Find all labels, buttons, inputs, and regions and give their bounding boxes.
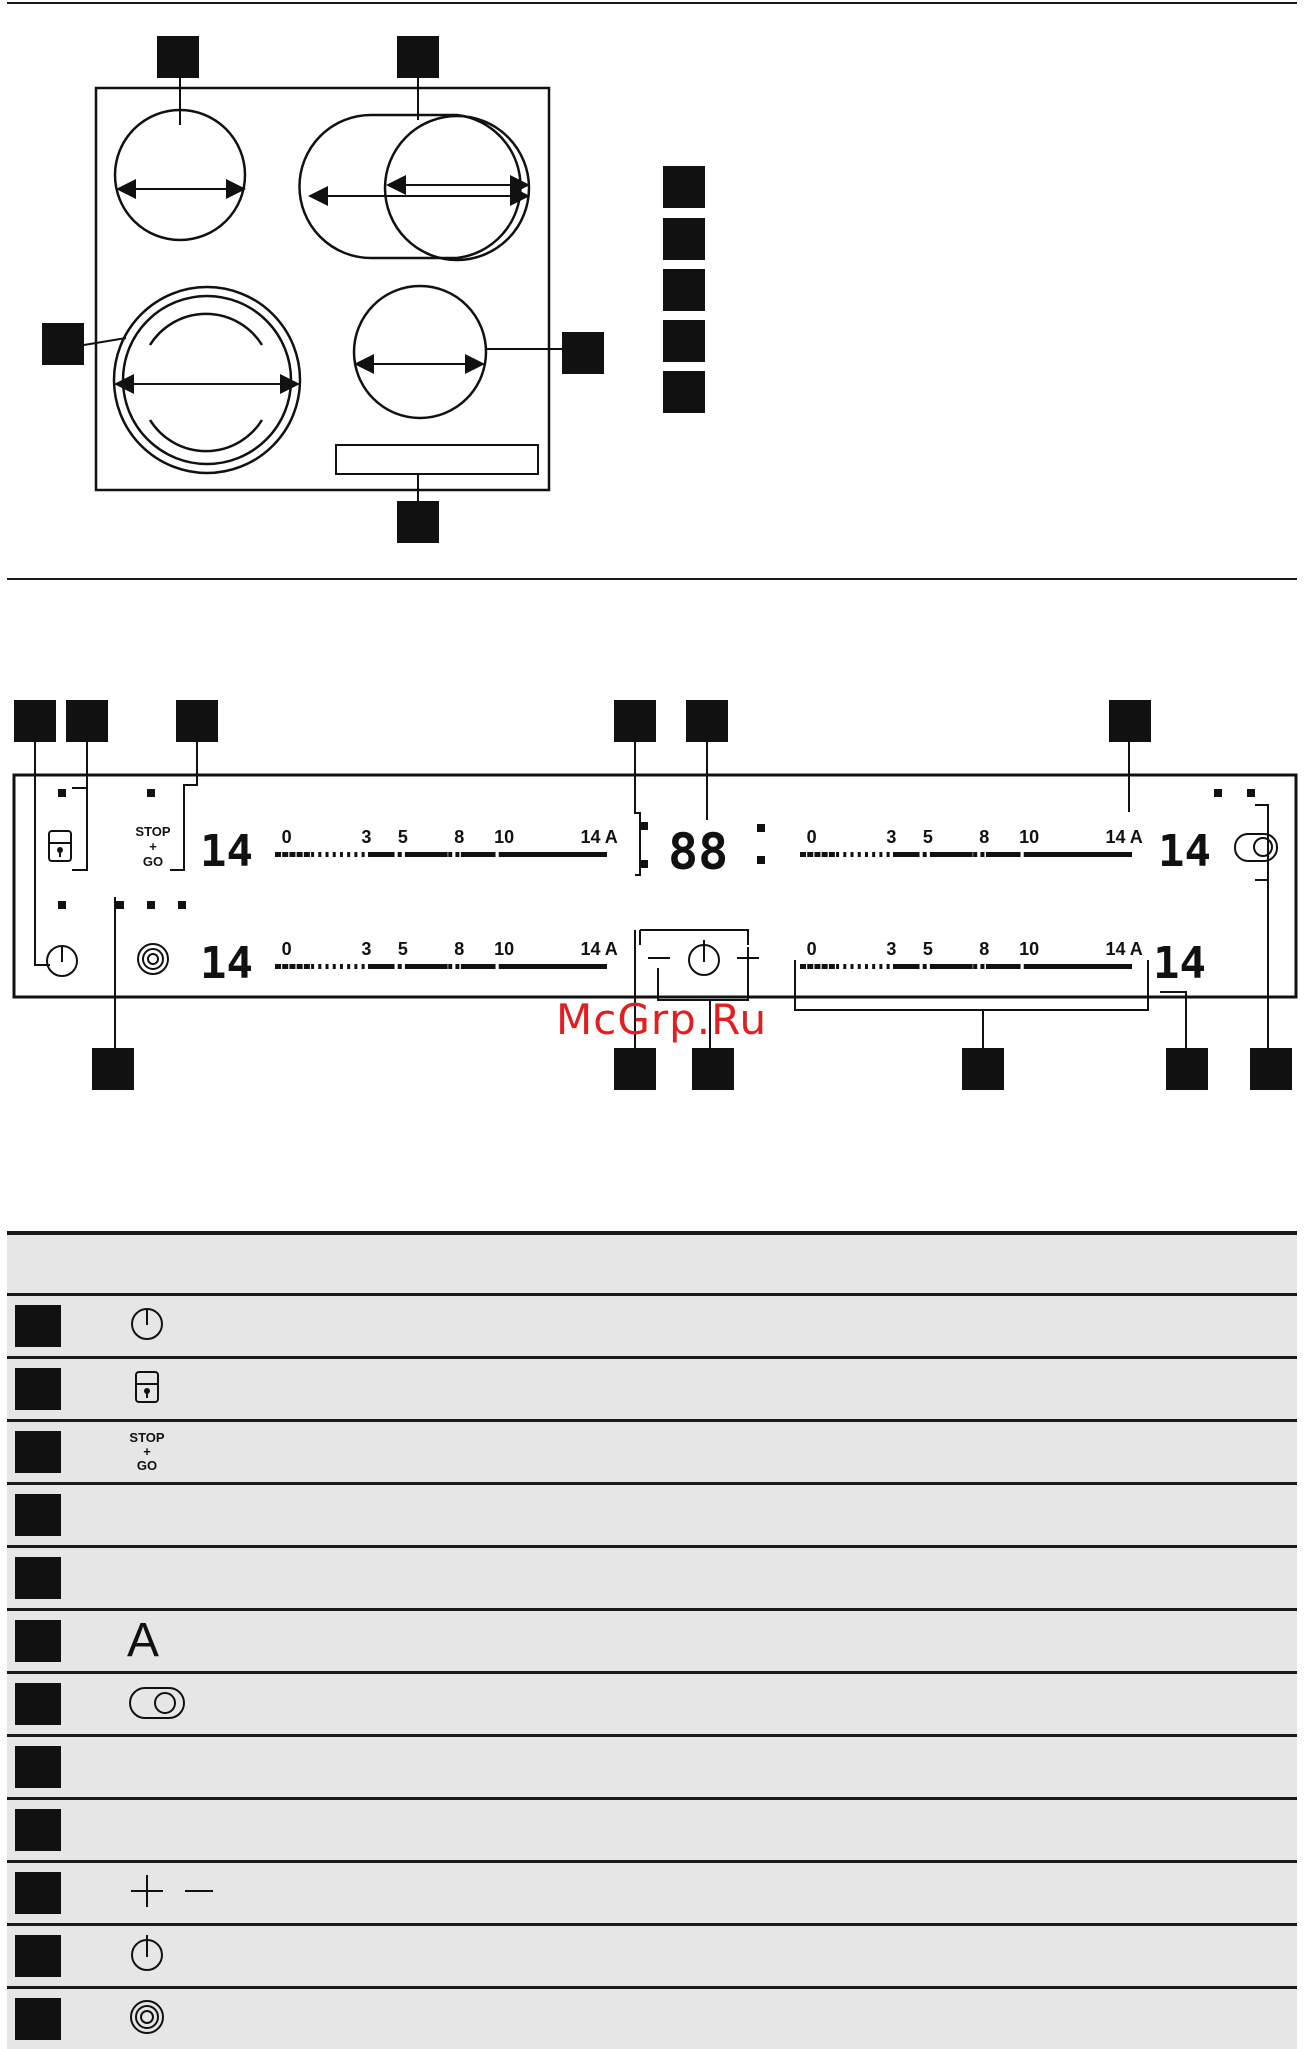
callout-stop-go bbox=[176, 700, 218, 742]
scale-tick bbox=[448, 852, 452, 857]
legend-description bbox=[247, 1673, 1297, 1736]
legend-row-number bbox=[7, 1295, 127, 1358]
scale-label: 14 A bbox=[580, 827, 617, 847]
control-strip bbox=[336, 445, 538, 474]
callout-control-strip bbox=[397, 501, 439, 543]
svg-text:GO: GO bbox=[143, 854, 163, 869]
legend-symbol bbox=[127, 1799, 247, 1862]
scale-segment bbox=[1026, 852, 1132, 857]
legend-description bbox=[247, 1799, 1297, 1862]
scale-tick bbox=[973, 852, 977, 857]
scale-label: 5 bbox=[398, 827, 408, 847]
scale-tick bbox=[879, 964, 882, 969]
scale-tick bbox=[282, 852, 288, 857]
scale-tick bbox=[333, 964, 336, 969]
scale-tick bbox=[347, 964, 350, 969]
power-readout: 14 bbox=[200, 938, 253, 989]
scale-label: 10 bbox=[494, 827, 514, 847]
legend-key-1 bbox=[663, 166, 705, 208]
scale-label: 14 A bbox=[1105, 939, 1142, 959]
child-lock-icon bbox=[49, 831, 71, 861]
scale-tick bbox=[829, 964, 835, 969]
scale-tick bbox=[347, 852, 350, 857]
scale-tick bbox=[289, 852, 295, 857]
scale-tick bbox=[275, 852, 281, 857]
scale-tick bbox=[879, 852, 882, 857]
scale-tick bbox=[340, 852, 343, 857]
auto-letter: A bbox=[127, 1610, 247, 1673]
timer-icon bbox=[127, 1925, 247, 1988]
scale-label: 3 bbox=[361, 827, 371, 847]
scale-label: 14 A bbox=[580, 939, 617, 959]
zone-bridge bbox=[299, 115, 520, 258]
svg-text:+: + bbox=[149, 839, 157, 854]
scale-tick bbox=[858, 964, 861, 969]
legend-row bbox=[7, 1295, 1297, 1358]
legend-header bbox=[7, 1233, 1297, 1295]
callout-timer-plus-minus bbox=[614, 1048, 656, 1090]
legend-row bbox=[7, 1421, 1297, 1484]
legend-key-4 bbox=[663, 320, 705, 362]
scale-label: 3 bbox=[886, 827, 896, 847]
scale-segment bbox=[986, 852, 1019, 857]
legend-row-number bbox=[7, 1547, 127, 1610]
scale-tick bbox=[800, 852, 806, 857]
legend-row-number bbox=[7, 1988, 127, 2049]
scale-tick bbox=[872, 964, 875, 969]
legend-row-number bbox=[7, 1610, 127, 1673]
legend-description bbox=[247, 1547, 1297, 1610]
scale-tick bbox=[354, 852, 357, 857]
scale-segment bbox=[933, 852, 973, 857]
scale-segment bbox=[893, 852, 920, 857]
callout-timer-indicator bbox=[614, 700, 656, 742]
scale-tick bbox=[887, 964, 890, 969]
legend-row-number bbox=[7, 1358, 127, 1421]
scale-tick bbox=[865, 852, 868, 857]
scale-tick bbox=[455, 964, 459, 969]
scale-tick bbox=[297, 964, 303, 969]
scale-tick bbox=[851, 852, 854, 857]
scale-tick bbox=[354, 964, 357, 969]
legend-symbol bbox=[127, 1547, 247, 1610]
legend-row bbox=[7, 1547, 1297, 1610]
scale-label: 8 bbox=[979, 939, 989, 959]
scale-tick bbox=[340, 964, 343, 969]
legend-description bbox=[247, 1925, 1297, 1988]
legend-row bbox=[7, 1610, 1297, 1673]
scale-tick bbox=[807, 964, 813, 969]
callout-zone-rear-right bbox=[562, 332, 604, 374]
scale-tick bbox=[362, 852, 365, 857]
scale-tick bbox=[980, 964, 984, 969]
scale-tick bbox=[822, 964, 828, 969]
callout-zone-front-left bbox=[157, 36, 199, 78]
callout-auto-scale bbox=[1109, 700, 1151, 742]
legend-description bbox=[247, 1358, 1297, 1421]
legend-row bbox=[7, 1988, 1297, 2049]
legend-row bbox=[7, 1799, 1297, 1862]
callout-child-lock bbox=[66, 700, 108, 742]
zone-rear-right bbox=[354, 286, 486, 418]
legend-description bbox=[247, 1421, 1297, 1484]
scale-tick bbox=[362, 964, 365, 969]
scale-segment bbox=[408, 852, 448, 857]
callout-slider bbox=[962, 1048, 1004, 1090]
callout-zone-dual bbox=[42, 323, 84, 365]
scale-segment bbox=[1026, 964, 1132, 969]
hob-diagram bbox=[0, 20, 1304, 580]
scale-segment bbox=[368, 852, 395, 857]
legend-description bbox=[247, 1736, 1297, 1799]
scale-tick bbox=[333, 852, 336, 857]
extended-zone-icon bbox=[127, 1988, 247, 2049]
legend-row-number bbox=[7, 1862, 127, 1925]
scale-tick bbox=[980, 852, 984, 857]
power-readout: 14 bbox=[200, 826, 253, 877]
scale-tick bbox=[843, 964, 846, 969]
legend-description bbox=[247, 1610, 1297, 1673]
scale-tick bbox=[829, 852, 835, 857]
callout-zone-toggle bbox=[1250, 1048, 1292, 1090]
scale-tick bbox=[858, 852, 861, 857]
scale-tick bbox=[822, 852, 828, 857]
scale-tick bbox=[814, 852, 820, 857]
scale-tick bbox=[923, 964, 927, 969]
scale-tick bbox=[843, 852, 846, 857]
power-readout: 14 bbox=[1158, 826, 1211, 877]
legend-row-number bbox=[7, 1421, 127, 1484]
scale-tick bbox=[318, 852, 321, 857]
legend-row-number bbox=[7, 1673, 127, 1736]
scale-label: 0 bbox=[282, 939, 292, 959]
scale-tick bbox=[398, 964, 402, 969]
scale-tick bbox=[326, 852, 329, 857]
scale-tick bbox=[973, 964, 977, 969]
scale-label: 8 bbox=[454, 827, 464, 847]
legend-table bbox=[7, 1231, 1297, 2049]
scale-tick bbox=[311, 964, 314, 969]
scale-segment bbox=[461, 964, 494, 969]
scale-tick bbox=[851, 964, 854, 969]
stop-go-label: STOP + GO bbox=[127, 1421, 247, 1484]
scale-tick bbox=[836, 852, 839, 857]
scale-label: 8 bbox=[454, 939, 464, 959]
legend-key-5 bbox=[663, 371, 705, 413]
scale-segment bbox=[461, 852, 494, 857]
scale-tick bbox=[865, 964, 868, 969]
callout-timer-display bbox=[686, 700, 728, 742]
hob-outline bbox=[96, 88, 549, 490]
legend-row-number bbox=[7, 1484, 127, 1547]
legend-row bbox=[7, 1358, 1297, 1421]
scale-segment bbox=[368, 964, 395, 969]
scale-label: 10 bbox=[1019, 939, 1039, 959]
scale-tick bbox=[304, 964, 310, 969]
scale-label: 3 bbox=[886, 939, 896, 959]
legend-symbol bbox=[127, 1484, 247, 1547]
legend-description bbox=[247, 1988, 1297, 2049]
scale-label: 5 bbox=[923, 827, 933, 847]
scale-tick bbox=[398, 852, 402, 857]
scale-tick bbox=[297, 852, 303, 857]
power-readout: 14 bbox=[1153, 938, 1206, 989]
scale-tick bbox=[448, 964, 452, 969]
legend-row bbox=[7, 1673, 1297, 1736]
scale-tick bbox=[807, 852, 813, 857]
scale-label: 0 bbox=[282, 827, 292, 847]
callout-power-display bbox=[1166, 1048, 1208, 1090]
scale-tick bbox=[923, 852, 927, 857]
scale-label: 14 A bbox=[1105, 827, 1142, 847]
legend-row bbox=[7, 1484, 1297, 1547]
child-lock-icon bbox=[127, 1358, 247, 1421]
watermark: McGrp.Ru bbox=[556, 995, 767, 1044]
scale-tick bbox=[887, 852, 890, 857]
legend-row bbox=[7, 1925, 1297, 1988]
scale-label: 5 bbox=[398, 939, 408, 959]
legend-row bbox=[7, 1862, 1297, 1925]
scale-segment bbox=[986, 964, 1019, 969]
scale-tick bbox=[289, 964, 295, 969]
scale-label: 8 bbox=[979, 827, 989, 847]
scale-segment bbox=[501, 964, 607, 969]
scale-tick bbox=[455, 852, 459, 857]
scale-label: 10 bbox=[494, 939, 514, 959]
scale-label: 0 bbox=[807, 827, 817, 847]
legend-symbol bbox=[127, 1736, 247, 1799]
legend-row-number bbox=[7, 1736, 127, 1799]
legend-description bbox=[247, 1862, 1297, 1925]
scale-tick bbox=[326, 964, 329, 969]
scale-tick bbox=[872, 852, 875, 857]
legend-row-number bbox=[7, 1799, 127, 1862]
power-icon bbox=[47, 946, 77, 976]
callout-extended-zone bbox=[92, 1048, 134, 1090]
scale-tick bbox=[282, 964, 288, 969]
callout-timer-button bbox=[692, 1048, 734, 1090]
zone-toggle-icon bbox=[1235, 834, 1277, 861]
scale-label: 3 bbox=[361, 939, 371, 959]
zone-front-left bbox=[115, 110, 245, 240]
scale-tick bbox=[800, 964, 806, 969]
timer-icon bbox=[689, 940, 719, 975]
scale-segment bbox=[893, 964, 920, 969]
legend-description bbox=[247, 1295, 1297, 1358]
timer-readout: 88 bbox=[668, 823, 728, 881]
scale-tick bbox=[311, 852, 314, 857]
top-rule bbox=[7, 2, 1297, 4]
scale-tick bbox=[318, 964, 321, 969]
callout-zone-bridge bbox=[397, 36, 439, 78]
scale-tick bbox=[275, 964, 281, 969]
scale-segment bbox=[408, 964, 448, 969]
legend-key-3 bbox=[663, 269, 705, 311]
zone-toggle-icon bbox=[127, 1673, 247, 1736]
legend-key-2 bbox=[663, 218, 705, 260]
stop-go-label: STOP bbox=[135, 824, 170, 839]
scale-tick bbox=[304, 852, 310, 857]
scale-label: 0 bbox=[807, 939, 817, 959]
plus-minus-icon bbox=[127, 1862, 247, 1925]
scale-label: 5 bbox=[923, 939, 933, 959]
scale-label: 10 bbox=[1019, 827, 1039, 847]
scale-segment bbox=[501, 852, 607, 857]
power-icon bbox=[127, 1295, 247, 1358]
legend-description bbox=[247, 1484, 1297, 1547]
scale-tick bbox=[836, 964, 839, 969]
legend-row bbox=[7, 1736, 1297, 1799]
scale-segment bbox=[933, 964, 973, 969]
callout-power-button bbox=[14, 700, 56, 742]
extended-zone-icon bbox=[138, 944, 168, 974]
scale-tick bbox=[814, 964, 820, 969]
legend-row-number bbox=[7, 1925, 127, 1988]
